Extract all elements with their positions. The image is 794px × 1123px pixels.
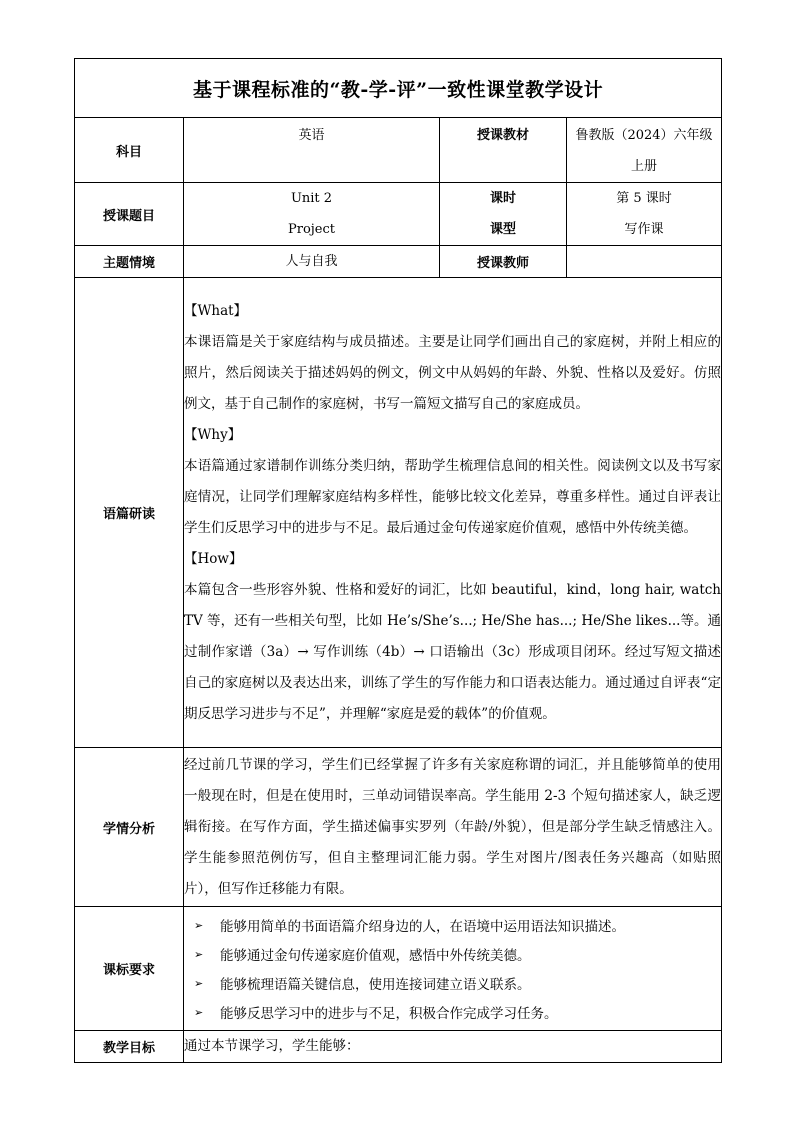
curriculum-item bbox=[184, 911, 721, 940]
text-study-content bbox=[184, 278, 722, 748]
textbook-value-line1: 鲁教版（2024）六年级 bbox=[575, 128, 713, 143]
teacher-value bbox=[567, 246, 722, 278]
how-paragraph: 本篇包含一些形容外貌、性格和爱好的词汇，比如 beautiful，kind，long hair, watch TV 等，还有一些相关句型，比如 He’s/She’s...; He/She has...; He/She likes...等。通过制作家谱（3a）→ 写作训练（4b）→ 口语输出（3c）形成项目闭环。经过写短文描述自己的家庭树以及表达出来，训练了学生的写作能力和口语表达能力。通过通过自评表“定期反思学习进步与不足”，并理解“家庭是爱的载体”的价值观。 bbox=[184, 581, 722, 722]
curriculum-item-text: 能够通过金句传递家庭价值观，感悟中外传统美德。 bbox=[220, 948, 531, 964]
curriculum-item-text: 能够梳理语篇关键信息，使用连接词建立语义联系。 bbox=[220, 977, 531, 993]
lesson-type-label: 课型 bbox=[489, 222, 516, 237]
arrow-right-icon: ➢ bbox=[194, 918, 204, 932]
topic-value bbox=[184, 183, 440, 246]
text-study-label: 语篇研读 bbox=[75, 278, 184, 748]
document-title: 基于课程标准的“教-学-评”一致性课堂教学设计 bbox=[75, 59, 722, 118]
curriculum-item bbox=[184, 998, 721, 1027]
curriculum-item-text: 能够反思学习中的进步与不足，积极合作完成学习任务。 bbox=[220, 1006, 558, 1022]
arrow-right-icon: ➢ bbox=[194, 976, 204, 990]
theme-label: 主题情境 bbox=[75, 246, 184, 278]
what-header: 【What】 bbox=[184, 302, 248, 319]
why-header: 【Why】 bbox=[184, 426, 242, 443]
objectives-intro: 通过本节课学习，学生能够： bbox=[184, 1031, 722, 1063]
subject-label: 科目 bbox=[75, 118, 184, 183]
topic-value-line1: Unit 2 bbox=[290, 191, 333, 206]
curriculum-list bbox=[184, 907, 722, 1031]
learner-analysis-text: 经过前几节课的学习，学生们已经掌握了许多有关家庭称谓的词汇，并且能够简单的使用一般现在时，但是在使用时，三单动词错误率高。学生能用 2-3 个短句描述家人，缺乏逻辑衔接。在写作方面，学生描述偏事实罗列（年龄/外貌），但是部分学生缺乏情感注入。学生能参照范例仿写，但自主整理词汇能力弱。学生对图片/图表任务兴趣高（如贴照片），但写作迁移能力有限。 bbox=[184, 748, 722, 907]
arrow-right-icon: ➢ bbox=[194, 1005, 204, 1019]
textbook-value bbox=[567, 118, 722, 183]
period-type-values bbox=[567, 183, 722, 246]
curriculum-label: 课标要求 bbox=[75, 907, 184, 1031]
theme-value: 人与自我 bbox=[184, 246, 440, 278]
curriculum-item bbox=[184, 940, 721, 969]
what-paragraph: 本课语篇是关于家庭结构与成员描述。主要是让同学们画出自己的家庭树，并附上相应的照片，然后阅读关于描述妈妈的例文，例文中从妈妈的年龄、外貌、性格以及爱好。仿照例文，基于自己制作的家庭树，书写一篇短文描写自己的家庭成员。 bbox=[184, 333, 722, 412]
curriculum-item bbox=[184, 969, 721, 998]
curriculum-item-text: 能够用简单的书面语篇介绍身边的人，在语境中运用语法知识描述。 bbox=[220, 919, 625, 935]
teacher-label: 授课教师 bbox=[440, 246, 567, 278]
why-paragraph: 本语篇通过家谱制作训练分类归纳，帮助学生梳理信息间的相关性。阅读例文以及书写家庭情况，让同学们理解家庭结构多样性，能够比较文化差异，尊重多样性。通过自评表让学生们反思学习中的进步与不足。最后通过金句传递家庭价值观，感悟中外传统美德。 bbox=[184, 457, 722, 536]
period-value: 第 5 课时 bbox=[616, 191, 672, 206]
textbook-label: 授课教材 bbox=[440, 118, 567, 183]
how-header: 【How】 bbox=[184, 550, 243, 567]
topic-label: 授课题目 bbox=[75, 183, 184, 246]
period-type-labels bbox=[440, 183, 567, 246]
lesson-type-value: 写作课 bbox=[624, 222, 664, 237]
objectives-label: 教学目标 bbox=[75, 1031, 184, 1063]
arrow-right-icon: ➢ bbox=[194, 947, 204, 961]
topic-value-line2: Project bbox=[287, 222, 336, 237]
lesson-plan-table bbox=[74, 58, 722, 1063]
textbook-value-line2: 上册 bbox=[631, 159, 658, 174]
learner-analysis-label: 学情分析 bbox=[75, 748, 184, 907]
period-label: 课时 bbox=[489, 191, 516, 206]
subject-value: 英语 bbox=[184, 118, 440, 183]
